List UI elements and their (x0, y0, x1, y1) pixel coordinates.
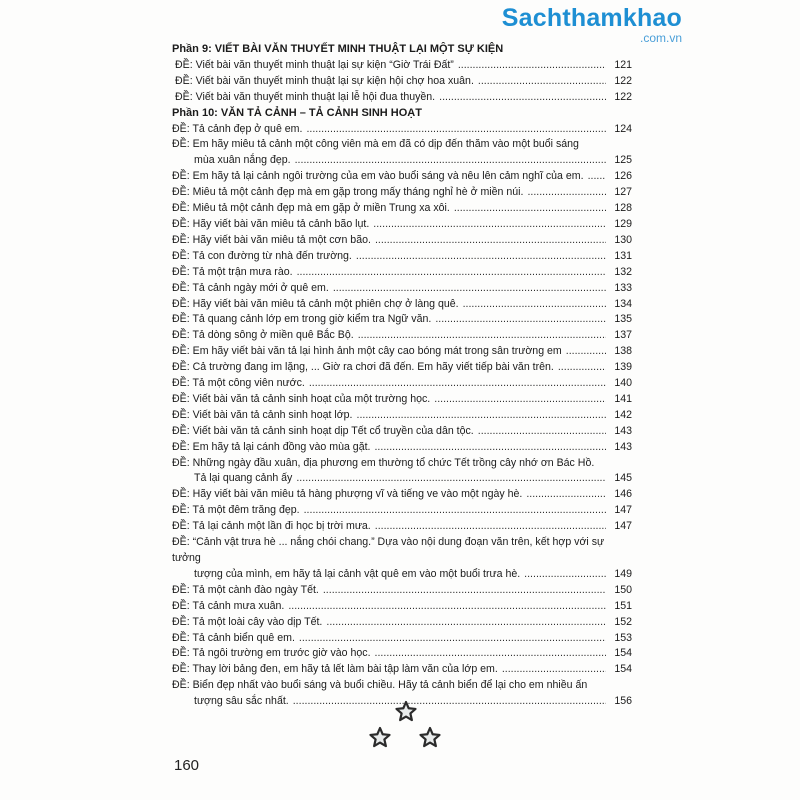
entry-page-number: 127 (606, 185, 632, 201)
entry-page-number: 122 (606, 74, 632, 90)
entry-label: ĐỀ: (172, 217, 190, 230)
entry-text: Miêu tả một cảnh đẹp mà em gặp trong mấy tháng nghỉ hè ở miền núi. (192, 186, 524, 199)
toc-entry (172, 265, 632, 281)
toc-entry (172, 503, 632, 519)
entry-page-number: 141 (606, 392, 632, 408)
entry-label: ĐỀ: (172, 520, 190, 533)
entry-text: Tả cảnh ngày mới ở quê em. (192, 281, 329, 294)
entry-text: Thay lời bảng đen, em hãy tả lết làm bài tập làm văn của lớp em. (192, 663, 498, 676)
entry-text: Tả một cành đào ngày Tết. (192, 583, 319, 596)
entry-text: Tả con đường từ nhà đến trường. (192, 249, 352, 262)
toc-entry (172, 233, 632, 249)
entry-text: Hãy viết bài văn miêu tả cảnh một phiên chợ ở làng quê. (192, 297, 459, 310)
toc-entry (172, 424, 632, 440)
toc-entry (172, 631, 632, 647)
entry-text: Tả một loài cây vào dịp Tết. (192, 615, 323, 628)
entry-label: ĐỀ: (172, 440, 190, 453)
entry-text: Tả cảnh đẹp ở quê em. (192, 122, 303, 135)
entry-text: Em hãy miêu tả cảnh một công viên mà em đã có dịp đến thăm vào một buổi sáng (192, 138, 579, 151)
entry-label: ĐỀ: (172, 679, 190, 692)
entry-label: ĐỀ: (172, 599, 190, 612)
entry-page-number: 146 (606, 487, 632, 503)
section-heading: Phần 9: VIẾT BÀI VĂN THUYẾT MINH THUẬT LẠI MỘT SỰ KIỆN (172, 43, 504, 55)
toc-entry (172, 217, 632, 233)
entry-text: Tả cảnh biển quê em. (192, 631, 295, 644)
entry-label: ĐỀ: (172, 663, 190, 676)
entry-label: ĐỀ: (172, 424, 190, 437)
entry-label: ĐỀ: (172, 170, 190, 183)
entry-text: Tả lại quang cảnh ấy (194, 472, 293, 485)
entry-text: Tả lại cảnh một lần đi học bị trời mưa. (192, 520, 371, 533)
toc-entry (172, 535, 632, 567)
entry-text: Hãy viết bài văn miêu tả hàng phượng vĩ và tiếng ve vào một ngày hè. (192, 488, 523, 501)
toc-entry (172, 201, 632, 217)
entry-label: ĐỀ: (172, 249, 190, 262)
entry-label: ĐỀ: (175, 58, 193, 71)
page-number: 160 (174, 757, 200, 774)
entry-label: ĐỀ: (172, 504, 190, 517)
toc-entry (172, 440, 632, 456)
entry-page-number: 122 (606, 90, 632, 106)
entry-text: Em hãy viết bài văn tả lại hình ảnh một cây cao bóng mát trong sân trường em (192, 345, 562, 358)
entry-page-number: 154 (606, 662, 632, 678)
toc-entry (172, 487, 632, 503)
entry-label: ĐỀ: (172, 202, 190, 215)
star-ornament (366, 700, 446, 750)
star-outline-icon (396, 702, 415, 720)
entry-page-number: 153 (606, 631, 632, 647)
toc-entry (172, 392, 632, 408)
entry-page-number: 130 (606, 233, 632, 249)
entry-label: ĐỀ: (172, 456, 190, 469)
entry-page-number: 126 (606, 169, 632, 185)
toc-entry (172, 646, 632, 662)
toc-entry (172, 615, 632, 631)
toc-entry (172, 328, 632, 344)
toc-entry (172, 74, 632, 90)
entry-text: Tả một trận mưa rào. (192, 265, 293, 278)
entry-label: ĐỀ: (175, 74, 193, 87)
watermark-domain: .com.vn (639, 31, 682, 45)
entry-page-number: 145 (606, 471, 632, 487)
entry-page-number: 143 (606, 440, 632, 456)
entry-page-number: 154 (606, 646, 632, 662)
entry-label: ĐỀ: (172, 297, 190, 310)
entry-label: ĐỀ: (172, 265, 190, 278)
entry-label: ĐỀ: (172, 583, 190, 596)
entry-text: Tả quang cảnh lớp em trong giờ kiểm tra Ngữ văn. (192, 313, 432, 326)
entry-page-number: 131 (606, 249, 632, 265)
entry-text: Tả cảnh mưa xuân. (192, 599, 285, 612)
entry-label: ĐỀ: (172, 329, 190, 342)
toc-entry (172, 376, 632, 392)
entry-page-number: 121 (606, 58, 632, 74)
entry-page-number: 137 (606, 328, 632, 344)
entry-label: ĐỀ: (172, 122, 190, 135)
watermark-brand: Sachthamkhao (501, 4, 682, 32)
entry-label: ĐỀ: (172, 233, 190, 246)
entry-page-number: 135 (606, 312, 632, 328)
entry-page-number: 149 (606, 567, 632, 583)
entry-text: Em hãy tả lại cánh đồng vào mùa gặt. (192, 440, 371, 453)
entry-text: Tả ngôi trường em trước giờ vào học. (192, 647, 371, 660)
watermark (502, 6, 682, 44)
entry-text: Hãy viết bài văn miêu tả một cơn bão. (192, 233, 371, 246)
toc-entry (172, 662, 632, 678)
toc-entry (172, 360, 632, 376)
entry-text: Cả trường đang im lặng, ... Giờ ra chơi đã đến. Em hãy viết tiếp bài văn trên. (192, 361, 554, 374)
entry-page-number: 139 (606, 360, 632, 376)
toc-entry (172, 567, 632, 583)
entry-page-number: 147 (606, 503, 632, 519)
toc-entry (172, 599, 632, 615)
entry-text: Hãy viết bài văn miêu tả cảnh bão lụt. (192, 217, 370, 230)
entry-text: Biển đẹp nhất vào buổi sáng và buổi chiều. Hãy tả cảnh biển để lại cho em nhiều ấn (192, 679, 588, 692)
entry-label: ĐỀ: (172, 408, 190, 421)
entry-label: ĐỀ: (172, 488, 190, 501)
entry-text: Viết bài văn thuyết minh thuật lại sự kiện “Giờ Trái Đất” (195, 58, 454, 71)
entry-label: ĐỀ: (172, 647, 190, 660)
entry-text: Em hãy tả lại cảnh ngôi trường của em vào buổi sáng và nêu lên cảm nghĩ của em. (192, 170, 584, 183)
entry-text: Viết bài văn tả cảnh sinh hoạt lớp. (192, 408, 353, 421)
entry-page-number: 143 (606, 424, 632, 440)
toc-entry (172, 408, 632, 424)
toc-entry (172, 344, 632, 360)
toc-entry (172, 122, 632, 138)
entry-text: Viết bài văn tả cảnh sinh hoạt dịp Tết cổ truyền của dân tộc. (192, 424, 474, 437)
entry-page-number: 133 (606, 281, 632, 297)
entry-text: Tả dòng sông ở miền quê Bắc Bộ. (192, 329, 354, 342)
entry-text: Tả một đêm trăng đẹp. (192, 504, 300, 517)
entry-text: Miêu tả một cảnh đẹp mà em gặp ở miền Trung xa xôi. (192, 202, 450, 215)
entry-label: ĐỀ: (172, 536, 190, 549)
entry-page-number: 124 (606, 122, 632, 138)
entry-text: mùa xuân nắng đẹp. (194, 154, 291, 167)
table-of-contents (172, 42, 632, 710)
entry-page-number: 132 (606, 265, 632, 281)
entry-label: ĐỀ: (172, 615, 190, 628)
entry-page-number: 138 (606, 344, 632, 360)
star-outline-icon (370, 728, 389, 746)
entry-label: ĐỀ: (172, 186, 190, 199)
entry-label: ĐỀ: (172, 281, 190, 294)
entry-text: tượng của mình, em hãy tả lại cảnh vật quê em vào một buổi trưa hè. (194, 567, 521, 580)
entry-label: ĐỀ: (172, 138, 190, 151)
toc-entry (172, 471, 632, 487)
toc-entry (172, 153, 632, 169)
toc-entry (172, 519, 632, 535)
entry-label: ĐỀ: (172, 345, 190, 358)
entry-text: Viết bài văn thuyết minh thuật lại sự kiện hội chợ hoa xuân. (195, 74, 474, 87)
toc-entry (172, 137, 632, 153)
toc-entry (172, 678, 632, 694)
star-outline-icon (420, 728, 439, 746)
entry-text: Viết bài văn thuyết minh thuật lại lễ hội đua thuyền. (195, 90, 436, 103)
entry-page-number: 140 (606, 376, 632, 392)
entry-label: ĐỀ: (172, 392, 190, 405)
toc-entry (172, 185, 632, 201)
entry-page-number: 125 (606, 153, 632, 169)
entry-label: ĐỀ: (172, 313, 190, 326)
entry-text: “Cảnh vật trưa hè ... nắng chói chang.” Dựa vào nội dung đoạn văn trên, kết hợp với sự tưởng (172, 536, 605, 564)
entry-text: Tả một công viên nước. (192, 377, 305, 390)
entry-page-number: 151 (606, 599, 632, 615)
toc-entry (172, 312, 632, 328)
entry-text: tượng sâu sắc nhất. (194, 695, 289, 708)
entry-page-number: 129 (606, 217, 632, 233)
entry-page-number: 150 (606, 583, 632, 599)
toc-entry (172, 90, 632, 106)
entry-page-number: 142 (606, 408, 632, 424)
toc-entry (172, 297, 632, 313)
entry-page-number: 156 (606, 694, 632, 710)
entry-label: ĐỀ: (175, 90, 193, 103)
toc-entry (172, 456, 632, 472)
entry-page-number: 147 (606, 519, 632, 535)
toc-entry (172, 169, 632, 185)
entry-label: ĐỀ: (172, 631, 190, 644)
entry-page-number: 134 (606, 297, 632, 313)
entry-label: ĐỀ: (172, 377, 190, 390)
entry-text: Những ngày đầu xuân, địa phương em thường tổ chức Tết trồng cây nhớ ơn Bác Hồ. (192, 456, 595, 469)
entry-page-number: 128 (606, 201, 632, 217)
toc-entry (172, 249, 632, 265)
entry-page-number: 152 (606, 615, 632, 631)
entry-text: Viết bài văn tả cảnh sinh hoạt của một trường học. (192, 392, 431, 405)
section-heading: Phần 10: VĂN TẢ CẢNH – TẢ CẢNH SINH HOẠT (172, 106, 422, 119)
toc-entry (172, 281, 632, 297)
toc-entry (172, 583, 632, 599)
entry-label: ĐỀ: (172, 361, 190, 374)
toc-entry (172, 58, 632, 74)
